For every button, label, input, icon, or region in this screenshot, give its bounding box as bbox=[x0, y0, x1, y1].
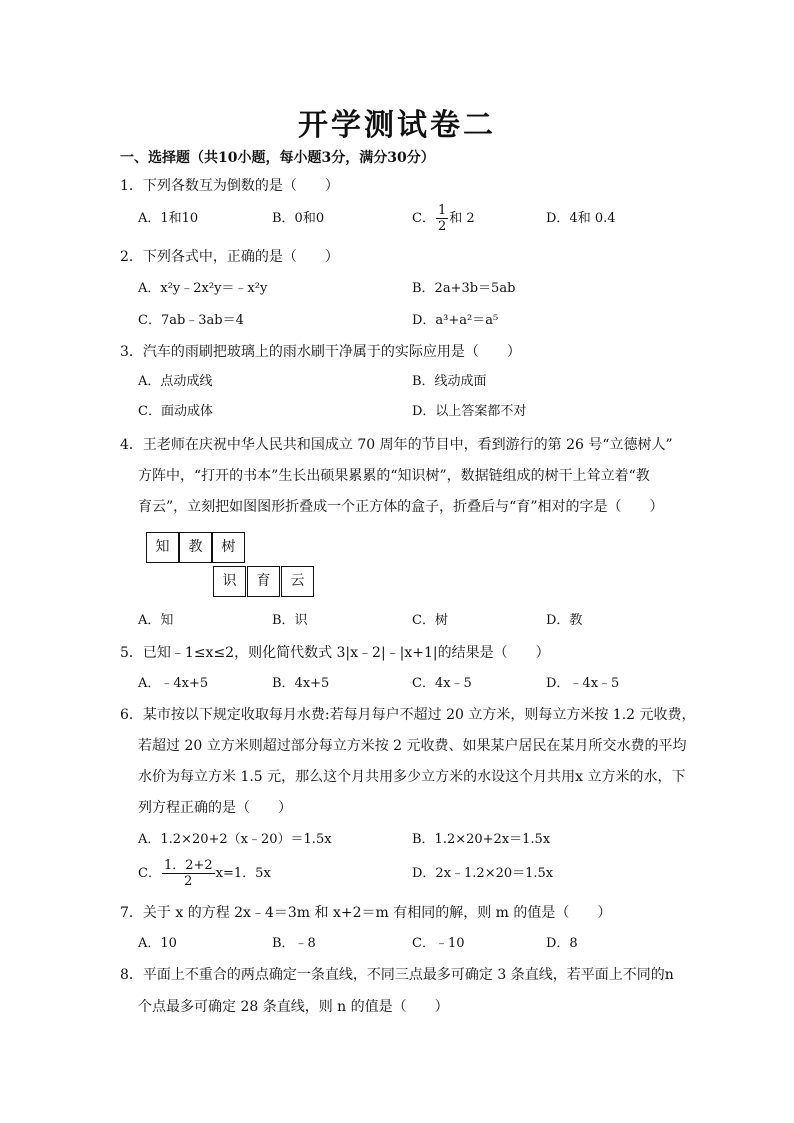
option-c-suffix: 和 2 bbox=[449, 211, 475, 226]
question-2-stem: 2．下列各式中，正确的是（ ） bbox=[120, 249, 339, 265]
question-4-option-c: C．树 bbox=[412, 613, 448, 628]
question-7-option-a: A．10 bbox=[138, 936, 177, 951]
question-8-line-1: 8．平面上不重合的两点确定一条直线，不同三点最多可确定 3 条直线，若平面上不同的n bbox=[120, 967, 674, 983]
fraction-numerator: 1．2+2 bbox=[163, 858, 213, 873]
question-4-line-3: 育云”，立刻把如图图形折叠成一个正方体的盒子，折叠后与“育”相对的字是（ ） bbox=[138, 499, 664, 515]
question-3-stem: 3．汽车的雨刷把玻璃上的雨水刷干净属于的实际应用是（ ） bbox=[120, 344, 521, 360]
question-6-line-3: 水价为每立方米 1.5 元，那么这个月共用多少立方米的水设这个月共用x 立方米的水，下 bbox=[138, 769, 686, 785]
question-4-line-1: 4．王老师在庆祝中华人民共和国成立 70 周年的节目中，看到游行的第 26 号“立德树人” bbox=[120, 437, 673, 453]
fraction-numerator: 1 bbox=[437, 203, 447, 218]
question-6-option-a: A．1.2×20+2（x﹣20）＝1.5x bbox=[138, 832, 332, 847]
cube-net-cell: 树 bbox=[212, 532, 245, 563]
question-5-stem: 5．已知﹣1≤x≤2，则化简代数式 3|x﹣2|﹣|x+1|的结果是（ ） bbox=[120, 645, 550, 661]
question-3-option-c: C．面动成体 bbox=[138, 404, 213, 419]
question-2-option-d: D．a³+a²＝a⁵ bbox=[412, 313, 499, 328]
question-2-option-a: A．x²y﹣2x²y＝﹣x²y bbox=[138, 281, 268, 296]
question-3-option-d: D．以上答案都不对 bbox=[412, 404, 527, 419]
fraction bbox=[436, 203, 448, 234]
fraction-denominator: 2 bbox=[437, 219, 447, 234]
option-c-suffix: x=1．5x bbox=[215, 866, 271, 881]
question-6-line-4: 列方程正确的是（ ） bbox=[138, 800, 292, 816]
question-5-option-b: B．4x+5 bbox=[272, 676, 330, 691]
question-6-option-b: B．1.2×20+2x＝1.5x bbox=[412, 832, 551, 847]
question-6-line-1: 6．某市按以下规定收取每月水费:若每月每户不超过 20 立方米，则每立方米按 1.2 元收费， bbox=[120, 707, 696, 723]
page-title: 开学测试卷二 bbox=[298, 108, 496, 143]
question-6-option-c bbox=[138, 858, 271, 889]
fraction-denominator: 2 bbox=[184, 874, 193, 889]
question-1-option-a: A．1和10 bbox=[138, 211, 199, 226]
question-5-option-c: C．4x﹣5 bbox=[412, 676, 472, 691]
question-4-line-2: 方阵中，“打开的书本”生长出硕果累累的“知识树”，数据链组成的树干上耸立着“教 bbox=[138, 468, 650, 484]
cube-net-cell: 识 bbox=[213, 566, 246, 597]
question-5-option-d: D．﹣4x﹣5 bbox=[546, 676, 620, 691]
question-2-option-c: C．7ab﹣3ab＝4 bbox=[138, 313, 244, 328]
question-3-option-a: A．点动成线 bbox=[138, 374, 213, 389]
question-4-option-a: A．知 bbox=[138, 613, 174, 628]
question-7-option-b: B．﹣8 bbox=[272, 936, 316, 951]
question-6-option-d: D．2x﹣1.2×20＝1.5x bbox=[412, 866, 554, 881]
question-6-line-2: 若超过 20 立方米则超过部分每立方米按 2 元收费、如果某户居民在某月所交水费的平均 bbox=[138, 738, 687, 754]
question-1-option-b: B．0和0 bbox=[272, 211, 325, 226]
question-4-option-b: B．识 bbox=[272, 613, 308, 628]
question-1-stem: 1．下列各数互为倒数的是（ ） bbox=[120, 178, 339, 194]
cube-net-cell: 知 bbox=[146, 532, 179, 563]
section-heading: 一、选择题（共10小题，每小题3分，满分30分） bbox=[120, 150, 435, 166]
question-3-option-b: B．线动成面 bbox=[412, 374, 487, 389]
question-7-stem: 7．关于 x 的方程 2x﹣4＝3m 和 x+2＝m 有相同的解，则 m 的值是（ ） bbox=[120, 905, 612, 921]
option-c-prefix: C． bbox=[138, 866, 161, 881]
cube-net-cell: 云 bbox=[281, 566, 314, 597]
cube-net-cell: 育 bbox=[247, 566, 280, 597]
question-7-option-d: D．8 bbox=[546, 936, 578, 951]
option-c-prefix: C． bbox=[412, 211, 435, 226]
question-1-option-c bbox=[412, 203, 475, 234]
question-7-option-c: C．﹣10 bbox=[412, 936, 465, 951]
cube-net-cell: 教 bbox=[179, 532, 212, 563]
question-5-option-a: A．﹣4x+5 bbox=[138, 676, 209, 691]
question-1-option-d: D．4和 0.4 bbox=[546, 211, 616, 226]
question-8-line-2: 个点最多可确定 28 条直线，则 n 的值是（ ） bbox=[138, 999, 449, 1015]
question-4-option-d: D．教 bbox=[546, 613, 583, 628]
question-2-option-b: B．2a+3b＝5ab bbox=[412, 281, 516, 296]
fraction bbox=[162, 858, 215, 889]
